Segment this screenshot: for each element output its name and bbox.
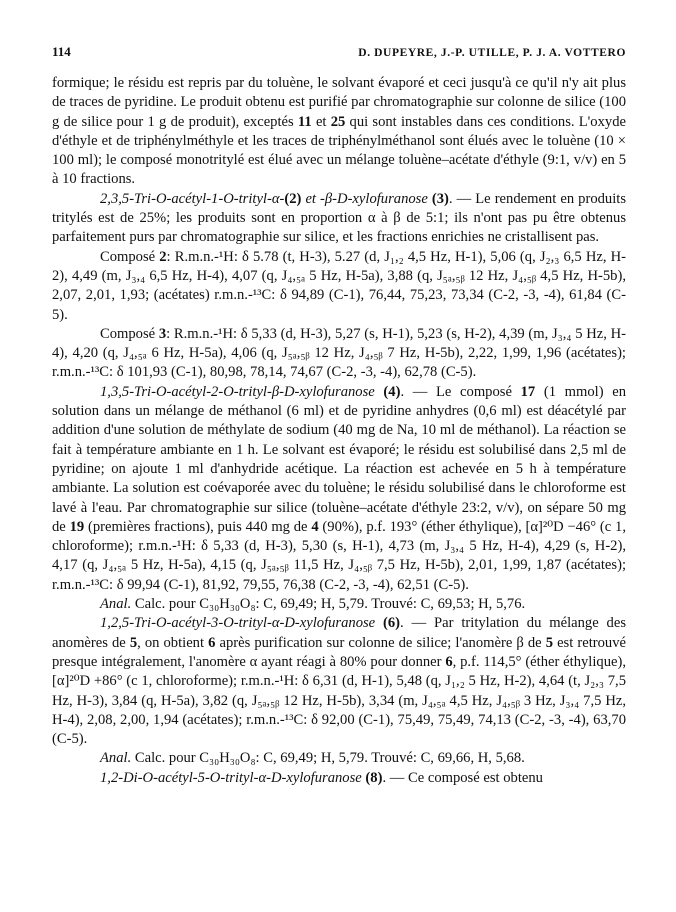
compound-heading: 1,2,5-Tri-O-acétyl-3-O-trityl-α-D-xylofuranose bbox=[100, 615, 384, 632]
journal-page bbox=[52, 44, 626, 788]
running-head bbox=[52, 44, 626, 64]
paragraph-compounds-2-3: 2,3,5-Tri-O-acétyl-1-O-trityl-α-(2) et -β-D-xylofuranose (3). — Le rendement en produits tritylés est de 25%; les produits sont en proportion α à β de 5:1; ils n'ont pas pu être obtenus parfaitement purs par chromatographie sur silice, et les fractions enrichies ne cristallisent pas. bbox=[52, 190, 627, 246]
compound-heading: 2,3,5-Tri-O-acétyl-1-O-trityl-α- bbox=[100, 190, 285, 207]
paragraph-compound-8: 1,2-Di-O-acétyl-5-O-trityl-α-D-xylofuranose (8). — Ce composé est obtenu bbox=[100, 769, 543, 786]
author-line: D. DUPEYRE, J.-P. UTILLE, P. J. A. VOTTERO bbox=[358, 47, 626, 59]
article-body bbox=[52, 74, 626, 788]
paragraph-compound-6: 1,2,5-Tri-O-acétyl-3-O-trityl-α-D-xylofuranose (6). — Par tritylation du mélange des anomères de 5, on obtient 6 après purification sur colonne de silice; l'anomère β de 5 est retrouvé presque intégralement, l'anomère α ayant réagi à 80% pour donner 6, p.f. 114,5° (éther éthylique), [α]²⁰D +86° (c 1, chloroforme); r.m.n.-¹H: δ 6,31 (d, H-1), 5,48 (q, J₁,₂ 5 Hz, H-2), 4,64 (t, J₂,₃ 7,5 Hz, H-3), 3,84 (q, H-5a), 3,82 (q, J₅ₐ,₅ᵦ 12 Hz, H-5b), 3,34 (m, J₄,₅ₐ 4,5 Hz, J₄,₅ᵦ 3 Hz, J₃,₄ 7,5 Hz, H-4), 2,08, 2,00, 1,94 (acétates); r.m.n.-¹³C: δ 92,00 (C-1), 75,49, 75,49, 74,13 (C-2, -3, -4), 63,70 (C-5). bbox=[52, 615, 626, 748]
paragraph-analysis-4: Anal. Calc. pour C₃₀H₃₀O₈: C, 69,49; H, 5,79. Trouvé: C, 69,53; H, 5,76. bbox=[100, 596, 526, 613]
compound-heading: 1,2-Di-O-acétyl-5-O-trityl-α-D-xylofuranose bbox=[100, 769, 366, 786]
paragraph-purification: formique; le résidu est repris par du toluène, le solvant évaporé et ceci jusqu'à ce qu'il n'y ait plus de traces de pyridine. Le produit obtenu est purifié par chromatographie sur colonne de silice (100 g de silice pour 1 g de produit), exceptés 11 et 25 qui sont instables dans ces conditions. L'oxyde d'éthyle et de triphénylméthyle et les traces de triphénylméthanol sont élués avec le toluène (10 × 100 ml); le composé monotritylé est élué avec un mélange toluène–acétate d'éthyle (9:1, v/v) en 5 à 10 fractions. bbox=[52, 75, 626, 188]
page-number: 114 bbox=[52, 44, 71, 59]
paragraph-nmr-compound-2: Composé 2: R.m.n.-¹H: δ 5.78 (t, H-3), 5.27 (d, J₁,₂ 4,5 Hz, H-1), 5,06 (q, J₂,₃ 6,5 Hz, H-2), 4,49 (m, J₃,₄ 6,5 Hz, H-4), 4,07 (q, J₄,₅ₐ 5 Hz, H-5a), 3,88 (q, J₅ₐ,₅ᵦ 12 Hz, J₄,₅ᵦ 4,5 Hz, H-5b), 2,07, 2,01, 1,93; (acétates) r.m.n.-¹³C: δ 94,89 (C-1), 76,44, 75,23, 73,34 (C-2, -3, -4), 61,84 (C-5). bbox=[52, 248, 627, 323]
paragraph-nmr-compound-3: Composé 3: R.m.n.-¹H: δ 5,33 (d, H-3), 5,27 (s, H-1), 5,23 (s, H-2), 4,39 (m, J₃,₄ 5 Hz, H-4), 4,20 (q, J₄,₅ₐ 6 Hz, H-5a), 4,06 (q, J₅ₐ,₅ᵦ 12 Hz, J₄,₅ᵦ 7 Hz, H-5b), 2,22, 1,99, 1,96 (acétates); r.m.n.-¹³C: δ 101,93 (C-1), 80,98, 78,14, 74,67 (C-2, -3, -4), 62,78 (C-5). bbox=[52, 325, 626, 381]
paragraph-analysis-6: Anal. Calc. pour C₃₀H₃₀O₈: C, 69,49; H, 5,79. Trouvé: C, 69,66, H, 5,68. bbox=[100, 750, 525, 767]
paragraph-compound-4: 1,3,5-Tri-O-acétyl-2-O-trityl-β-D-xylofuranose (4). — Le composé 17 (1 mmol) en solution dans un mélange de méthanol (6 ml) et de pyridine anhydres (0,6 ml) est déacétylé par addition d'une solution de méthylate de sodium (40 mg de Na, 10 ml de méthanol). La réaction se fait à température ambiante en 1 h. Le solvant est évaporé; le résidu est solubilisé dans 2,5 ml de pyridine; on ajoute 1 ml d'anhydride acétique. La réaction est achevée en 5 h à température ambiante. La solution est coévaporée avec du toluène; le résidu solubilisé dans le chloroforme est lavé à l'eau. Par chromatographie sur silice (toluène–acétate d'éthyle 23:2, v/v), on sépare 50 mg de 19 (premières fractions), puis 440 mg de 4 (90%), p.f. 193° (éther éthylique), [α]²⁰D −46° (c 1, chloroforme); r.m.n.-¹H: δ 5,33 (d, H-3), 5,30 (s, H-1), 4,73 (m, J₃,₄ 5 Hz, H-4), 4,29 (s, H-2), 4,17 (q, J₄,₅ₐ 5 Hz, H-5a), 4,15 (q, J₅ₐ,₅ᵦ 11,5 Hz, J₄,₅ᵦ 7,5 Hz, H-5b), 2,01, 1,99, 1,87 (acétates); r.m.n.-¹³C: δ 99,94 (C-1), 81,92, 79,55, 76,38 (C-2, -3, -4), 62,51 (C-5). bbox=[52, 383, 627, 593]
compound-heading: 1,3,5-Tri-O-acétyl-2-O-trityl-β-D-xylofuranose bbox=[100, 383, 384, 400]
